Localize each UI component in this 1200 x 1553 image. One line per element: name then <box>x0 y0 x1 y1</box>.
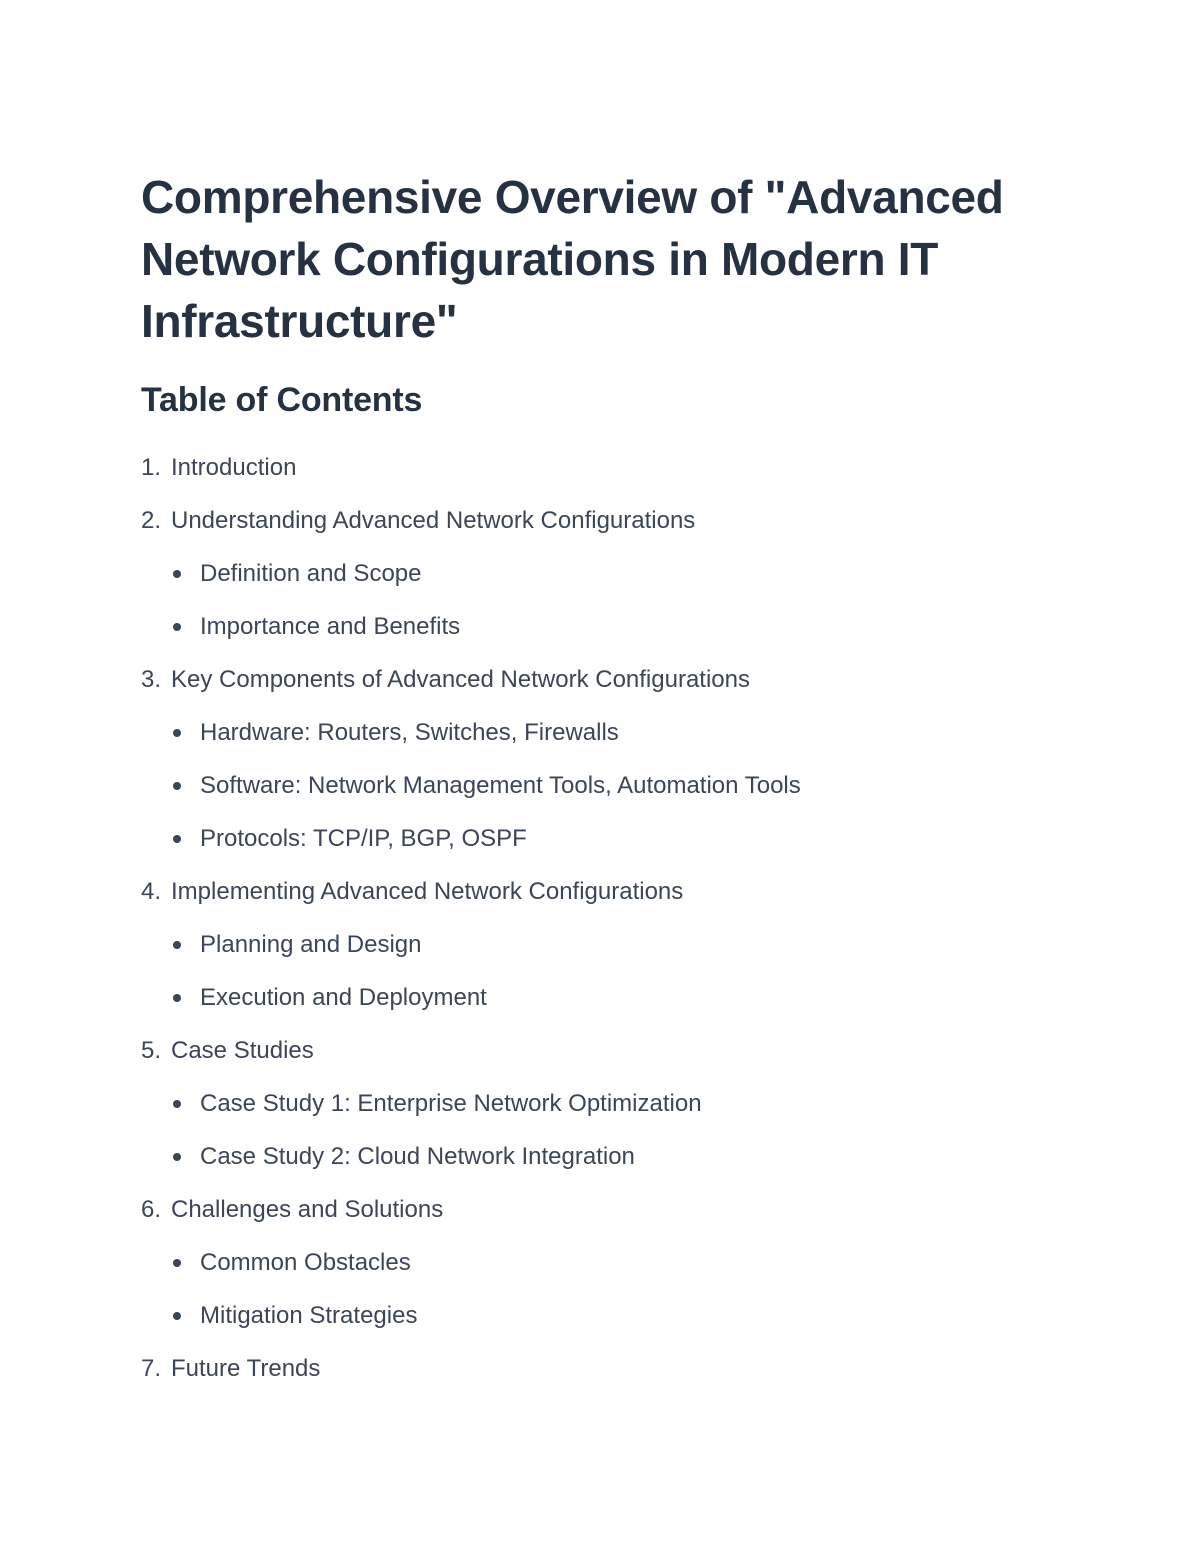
toc-subitem-label: Case Study 1: Enterprise Network Optimization <box>200 1090 702 1117</box>
toc-item <box>141 1027 1101 1186</box>
toc-subitem-label: Planning and Design <box>200 931 422 958</box>
bullet-icon <box>173 994 181 1002</box>
toc-subitem <box>141 974 1101 1027</box>
toc-subitem-label: Hardware: Routers, Switches, Firewalls <box>200 719 619 746</box>
toc-subitem-label: Software: Network Management Tools, Automation Tools <box>200 772 801 799</box>
toc-label: Introduction <box>171 454 297 481</box>
toc-subitem-label: Case Study 2: Cloud Network Integration <box>200 1143 635 1170</box>
toc-label: Challenges and Solutions <box>171 1196 444 1223</box>
toc-subitem-label: Mitigation Strategies <box>200 1302 418 1329</box>
toc-subitem <box>141 1080 1101 1133</box>
toc-sublist <box>141 709 1101 868</box>
toc-number: 7. <box>141 1355 162 1382</box>
toc-entry <box>141 656 1101 709</box>
bullet-icon <box>173 941 181 949</box>
toc-entry <box>141 1027 1101 1080</box>
toc-label: Implementing Advanced Network Configurations <box>171 878 684 905</box>
bullet-icon <box>173 570 181 578</box>
toc-item <box>141 444 1101 497</box>
toc-subitem <box>141 709 1101 762</box>
toc-subitem-label: Definition and Scope <box>200 560 422 587</box>
toc-item <box>141 497 1101 656</box>
toc-subitem <box>141 921 1101 974</box>
toc-subitem <box>141 1133 1101 1186</box>
toc-sublist <box>141 550 1101 656</box>
toc-subitem <box>141 762 1101 815</box>
toc-entry <box>141 1186 1101 1239</box>
bullet-icon <box>173 782 181 790</box>
toc-subitem-label: Importance and Benefits <box>200 613 461 640</box>
toc-heading: Table of Contents <box>141 381 423 419</box>
toc-label: Case Studies <box>171 1037 314 1064</box>
toc-entry <box>141 444 1101 497</box>
toc-number: 2. <box>141 507 162 534</box>
document-title: Comprehensive Overview of "Advanced Network Configurations in Modern IT Infrastructure" <box>141 171 1004 347</box>
toc-entry <box>141 1345 1101 1398</box>
toc-subitem-label: Execution and Deployment <box>200 984 487 1011</box>
toc-item <box>141 1186 1101 1345</box>
toc-subitem-label: Protocols: TCP/IP, BGP, OSPF <box>200 825 527 852</box>
toc-number: 1. <box>141 454 162 481</box>
toc-sublist <box>141 921 1101 1027</box>
toc-subitem-label: Common Obstacles <box>200 1249 411 1276</box>
toc-subitem <box>141 603 1101 656</box>
toc-number: 4. <box>141 878 162 905</box>
table-of-contents <box>141 444 1101 1398</box>
toc-sublist <box>141 1080 1101 1186</box>
toc-entry <box>141 868 1101 921</box>
toc-subitem <box>141 1292 1101 1345</box>
toc-subitem <box>141 550 1101 603</box>
toc-number: 6. <box>141 1196 162 1223</box>
toc-label: Understanding Advanced Network Configurations <box>171 507 696 534</box>
bullet-icon <box>173 729 181 737</box>
toc-item <box>141 868 1101 1027</box>
bullet-icon <box>173 835 181 843</box>
toc-number: 5. <box>141 1037 162 1064</box>
toc-label: Key Components of Advanced Network Configurations <box>171 666 750 693</box>
toc-subitem <box>141 815 1101 868</box>
toc-entry <box>141 497 1101 550</box>
bullet-icon <box>173 1259 181 1267</box>
toc-number: 3. <box>141 666 162 693</box>
bullet-icon <box>173 1312 181 1320</box>
toc-item <box>141 1345 1101 1398</box>
toc-subitem <box>141 1239 1101 1292</box>
bullet-icon <box>173 623 181 631</box>
toc-item <box>141 656 1101 868</box>
toc-sublist <box>141 1239 1101 1345</box>
bullet-icon <box>173 1100 181 1108</box>
bullet-icon <box>173 1153 181 1161</box>
toc-label: Future Trends <box>171 1355 321 1382</box>
